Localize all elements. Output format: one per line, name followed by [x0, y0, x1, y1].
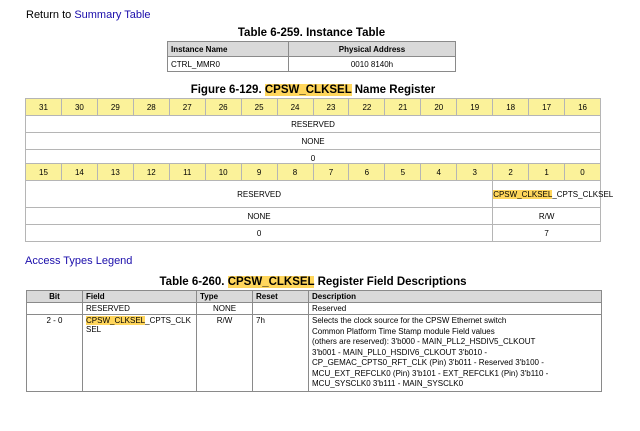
bit-number: 19 — [457, 99, 493, 116]
lower-clksel-field — [493, 181, 614, 208]
field-caption-prefix: Table 6-260. — [159, 276, 228, 288]
description-line: Selects the clock source for the CPSW Ethernet switch — [312, 316, 507, 325]
field-caption-highlight: CPSW_CLKSEL — [227, 276, 315, 288]
bit-number: 0 — [565, 164, 601, 181]
return-prefix: Return to — [26, 9, 75, 21]
bit-number: 26 — [205, 99, 241, 116]
description-line: 3'b001 - MAIN_PLL0_HSDIV6_CLKOUT 3'b010 - — [312, 347, 487, 357]
bit-number: 10 — [205, 164, 241, 181]
clksel-field-rest: _CPTS_CLKSEL — [552, 189, 614, 199]
bit-number: 18 — [493, 99, 529, 116]
clksel-field-highlight: CPSW_CLKSEL — [493, 189, 553, 199]
description-cell — [309, 315, 602, 392]
bit-number: 31 — [26, 99, 62, 116]
bit-number: 9 — [241, 164, 277, 181]
bit-number: 11 — [169, 164, 205, 181]
description-line: (others are reserved): 3'b000 - MAIN_PLL2_HSDIV5_CLKOUT — [312, 337, 536, 346]
instance-name-cell: CTRL_MMR0 — [168, 57, 289, 72]
figure-caption — [25, 84, 601, 96]
access-legend-line — [25, 255, 132, 267]
bit-number: 30 — [61, 99, 97, 116]
instance-table — [167, 41, 456, 72]
bit-number: 5 — [385, 164, 421, 181]
lower-reserved-reset: 0 — [26, 225, 493, 242]
return-line — [26, 9, 151, 21]
field-cell-rest: _CPTS_CLKSEL — [86, 316, 191, 334]
instance-table-caption: Table 6-259. Instance Table — [237, 27, 386, 39]
upper-register-diagram — [25, 98, 601, 167]
bit-cell: 2 - 0 — [27, 315, 83, 392]
bit-cell — [27, 303, 83, 315]
summary-table-link[interactable]: Summary Table — [74, 9, 151, 21]
upper-bit-row — [26, 99, 601, 116]
bit-number: 27 — [169, 99, 205, 116]
type-cell: NONE — [197, 303, 253, 315]
bit-number: 1 — [529, 164, 565, 181]
description-header: Description — [309, 291, 602, 303]
lower-clksel-reset: 7 — [493, 225, 601, 242]
upper-reset-value: 0 — [26, 150, 601, 167]
bit-number: 7 — [313, 164, 349, 181]
bit-number: 13 — [97, 164, 133, 181]
type-cell: R/W — [197, 315, 253, 392]
description-line: CP_GEMAC_CPTS0_RFT_CLK (Pin) 3'b011 - Reserved 3'b100 - — [312, 358, 544, 367]
field-cell — [83, 315, 197, 392]
bit-number: 2 — [493, 164, 529, 181]
description-line: MCU_SYSCLK0 3'b111 - MAIN_SYSCLK0 — [312, 379, 464, 388]
reset-cell: 7h — [253, 315, 309, 392]
reset-header: Reset — [253, 291, 309, 303]
upper-field-name: RESERVED — [26, 116, 601, 133]
bit-number: 24 — [277, 99, 313, 116]
bit-number: 15 — [26, 164, 62, 181]
lower-reserved-field: RESERVED — [26, 181, 493, 208]
description-cell: Reserved — [309, 303, 602, 315]
type-header: Type — [197, 291, 253, 303]
field-header: Field — [83, 291, 197, 303]
lower-register-diagram — [25, 163, 614, 242]
figure-register-name: CPSW_CLKSEL — [264, 84, 352, 96]
bit-number: 29 — [97, 99, 133, 116]
reset-cell — [253, 303, 309, 315]
bit-number: 17 — [529, 99, 565, 116]
bit-number: 4 — [421, 164, 457, 181]
bit-number: 14 — [61, 164, 97, 181]
upper-access-type: NONE — [26, 133, 601, 150]
bit-number: 21 — [385, 99, 421, 116]
bit-number: 28 — [133, 99, 169, 116]
bit-number: 20 — [421, 99, 457, 116]
bit-number: 22 — [349, 99, 385, 116]
bit-number: 8 — [277, 164, 313, 181]
bit-number: 12 — [133, 164, 169, 181]
bit-number: 3 — [457, 164, 493, 181]
table-row — [27, 315, 602, 392]
field-cell-highlight: CPSW_CLKSEL — [86, 316, 146, 325]
lower-bit-row — [26, 164, 601, 181]
field-cell: RESERVED — [83, 303, 197, 315]
lower-reserved-type: NONE — [26, 208, 493, 225]
figure-suffix: Name Register — [351, 84, 436, 96]
bit-number: 23 — [313, 99, 349, 116]
lower-clksel-type: R/W — [493, 208, 601, 225]
bit-number: 25 — [241, 99, 277, 116]
description-line: Common Platform Time Stamp module Field values — [312, 326, 495, 336]
instance-name-header: Instance Name — [168, 42, 289, 57]
field-descriptions-table — [26, 290, 602, 392]
bit-number: 16 — [565, 99, 601, 116]
physical-address-header: Physical Address — [288, 42, 455, 57]
bit-header: Bit — [27, 291, 83, 303]
field-caption-suffix: Register Field Descriptions — [314, 276, 467, 288]
field-table-caption — [25, 276, 601, 288]
table-row — [27, 303, 602, 315]
description-line: MCU_EXT_REFCLK0 (Pin) 3'b101 - EXT_REFCLK1 (Pin) 3'b110 - — [312, 368, 549, 378]
bit-number: 6 — [349, 164, 385, 181]
access-types-legend-link[interactable]: Access Types Legend — [25, 255, 133, 267]
physical-address-cell: 0010 8140h — [288, 57, 455, 72]
figure-prefix: Figure 6-129. — [190, 84, 265, 96]
